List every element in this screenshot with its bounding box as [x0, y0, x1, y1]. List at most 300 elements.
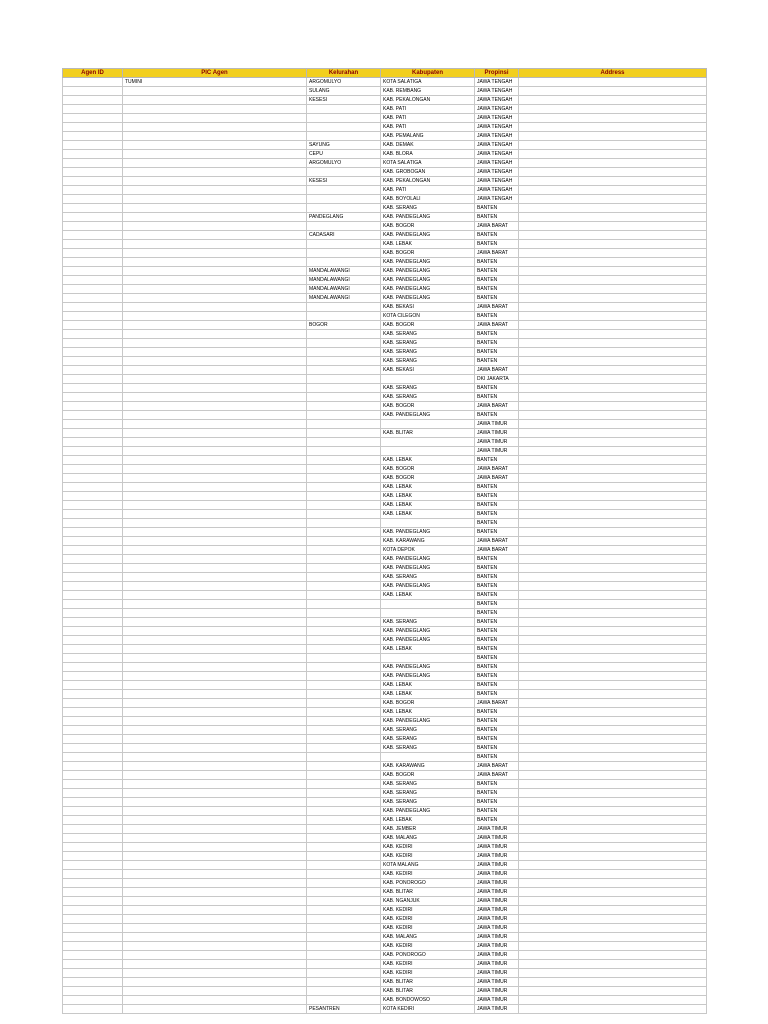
cell-pic-agen [123, 735, 307, 744]
cell-kelurahan: KESESI [307, 177, 381, 186]
cell-kelurahan [307, 186, 381, 195]
cell-agen-id [63, 519, 123, 528]
cell-agen-id [63, 627, 123, 636]
cell-agen-id [63, 483, 123, 492]
cell-propinsi: JAWA TIMUR [475, 933, 519, 942]
cell-kelurahan [307, 987, 381, 996]
cell-agen-id [63, 537, 123, 546]
cell-pic-agen [123, 870, 307, 879]
cell-propinsi: BANTEN [475, 780, 519, 789]
cell-address [519, 726, 707, 735]
cell-propinsi: JAWA TIMUR [475, 960, 519, 969]
cell-kelurahan [307, 555, 381, 564]
cell-kelurahan [307, 123, 381, 132]
cell-agen-id [63, 159, 123, 168]
cell-kelurahan: MANDALAWANGI [307, 285, 381, 294]
cell-propinsi: JAWA TENGAH [475, 177, 519, 186]
cell-propinsi: BANTEN [475, 348, 519, 357]
cell-pic-agen [123, 834, 307, 843]
cell-agen-id [63, 870, 123, 879]
cell-kelurahan [307, 645, 381, 654]
cell-kelurahan [307, 195, 381, 204]
cell-propinsi: JAWA BARAT [475, 762, 519, 771]
table-row [63, 573, 707, 582]
cell-agen-id [63, 465, 123, 474]
cell-agen-id [63, 573, 123, 582]
cell-kelurahan [307, 654, 381, 663]
table-row [63, 213, 707, 222]
cell-kabupaten: KAB. KEDIRI [381, 960, 475, 969]
cell-address [519, 375, 707, 384]
cell-kabupaten: KAB. SERANG [381, 573, 475, 582]
cell-propinsi: JAWA TIMUR [475, 420, 519, 429]
cell-kabupaten: KAB. BOGOR [381, 321, 475, 330]
cell-propinsi: BANTEN [475, 627, 519, 636]
header-address: Address [519, 69, 707, 78]
cell-propinsi: JAWA TIMUR [475, 897, 519, 906]
table-row [63, 582, 707, 591]
cell-agen-id [63, 645, 123, 654]
cell-kelurahan [307, 888, 381, 897]
header-kelurahan: Kelurahan [307, 69, 381, 78]
cell-address [519, 663, 707, 672]
cell-propinsi: JAWA TIMUR [475, 888, 519, 897]
table-row [63, 690, 707, 699]
cell-address [519, 1005, 707, 1014]
cell-kabupaten [381, 600, 475, 609]
cell-kelurahan [307, 339, 381, 348]
cell-propinsi: JAWA TENGAH [475, 132, 519, 141]
table-row [63, 870, 707, 879]
cell-kabupaten: KAB. SERANG [381, 789, 475, 798]
table-row [63, 681, 707, 690]
cell-address [519, 834, 707, 843]
cell-agen-id [63, 969, 123, 978]
cell-kabupaten [381, 447, 475, 456]
cell-address [519, 915, 707, 924]
cell-propinsi: JAWA BARAT [475, 303, 519, 312]
cell-agen-id [63, 933, 123, 942]
table-row [63, 114, 707, 123]
cell-kabupaten: KAB. KARAWANG [381, 762, 475, 771]
cell-pic-agen [123, 555, 307, 564]
cell-kelurahan [307, 726, 381, 735]
cell-kabupaten: KOTA SALATIGA [381, 78, 475, 87]
cell-pic-agen [123, 789, 307, 798]
cell-address [519, 339, 707, 348]
cell-address [519, 348, 707, 357]
cell-agen-id [63, 663, 123, 672]
cell-kabupaten: KAB. BLITAR [381, 888, 475, 897]
cell-propinsi: BANTEN [475, 753, 519, 762]
cell-propinsi: BANTEN [475, 618, 519, 627]
cell-kabupaten: KAB. KEDIRI [381, 843, 475, 852]
cell-pic-agen [123, 411, 307, 420]
cell-agen-id [63, 384, 123, 393]
cell-address [519, 402, 707, 411]
cell-address [519, 519, 707, 528]
cell-kabupaten: KAB. LEBAK [381, 501, 475, 510]
cell-agen-id [63, 717, 123, 726]
cell-agen-id [63, 636, 123, 645]
table-row [63, 933, 707, 942]
cell-propinsi: JAWA BARAT [475, 366, 519, 375]
cell-kelurahan [307, 438, 381, 447]
cell-agen-id [63, 600, 123, 609]
cell-pic-agen [123, 915, 307, 924]
cell-kabupaten: KAB. BOGOR [381, 222, 475, 231]
cell-address [519, 618, 707, 627]
cell-propinsi: BANTEN [475, 501, 519, 510]
cell-kabupaten: KAB. LEBAK [381, 492, 475, 501]
cell-kelurahan [307, 789, 381, 798]
cell-kabupaten: KAB. PANDEGLANG [381, 717, 475, 726]
cell-propinsi: JAWA TIMUR [475, 843, 519, 852]
table-row [63, 132, 707, 141]
cell-propinsi: JAWA TENGAH [475, 195, 519, 204]
table-row [63, 897, 707, 906]
cell-pic-agen [123, 222, 307, 231]
cell-kabupaten [381, 375, 475, 384]
cell-kelurahan [307, 222, 381, 231]
cell-propinsi: BANTEN [475, 582, 519, 591]
cell-agen-id [63, 96, 123, 105]
cell-kelurahan [307, 618, 381, 627]
cell-kabupaten: KAB. SERANG [381, 798, 475, 807]
cell-kabupaten: KAB. PEKALONGAN [381, 96, 475, 105]
table-row [63, 987, 707, 996]
cell-agen-id [63, 825, 123, 834]
cell-pic-agen [123, 96, 307, 105]
cell-pic-agen [123, 249, 307, 258]
cell-address [519, 609, 707, 618]
table-row [63, 852, 707, 861]
cell-propinsi: JAWA BARAT [475, 402, 519, 411]
table-row [63, 726, 707, 735]
cell-agen-id [63, 591, 123, 600]
cell-agen-id [63, 168, 123, 177]
cell-kelurahan: MANDALAWANGI [307, 294, 381, 303]
cell-kabupaten [381, 654, 475, 663]
cell-pic-agen [123, 780, 307, 789]
cell-kabupaten [381, 420, 475, 429]
cell-address [519, 123, 707, 132]
cell-kelurahan [307, 753, 381, 762]
cell-propinsi: JAWA TIMUR [475, 978, 519, 987]
cell-address [519, 393, 707, 402]
cell-kabupaten: KAB. SERANG [381, 204, 475, 213]
table-row [63, 753, 707, 762]
cell-address [519, 87, 707, 96]
cell-kelurahan [307, 681, 381, 690]
cell-kelurahan [307, 564, 381, 573]
cell-pic-agen [123, 402, 307, 411]
cell-kelurahan [307, 762, 381, 771]
cell-kelurahan [307, 393, 381, 402]
cell-pic-agen [123, 447, 307, 456]
table-row [63, 249, 707, 258]
cell-pic-agen [123, 87, 307, 96]
cell-address [519, 294, 707, 303]
table-row [63, 168, 707, 177]
cell-kelurahan [307, 357, 381, 366]
cell-pic-agen [123, 663, 307, 672]
cell-address [519, 816, 707, 825]
cell-pic-agen [123, 195, 307, 204]
cell-agen-id [63, 744, 123, 753]
cell-agen-id [63, 114, 123, 123]
table-row [63, 339, 707, 348]
cell-kelurahan [307, 132, 381, 141]
cell-pic-agen [123, 969, 307, 978]
cell-pic-agen [123, 573, 307, 582]
cell-propinsi: JAWA TENGAH [475, 96, 519, 105]
cell-agen-id [63, 123, 123, 132]
table-row [63, 924, 707, 933]
table-row [63, 771, 707, 780]
cell-address [519, 780, 707, 789]
cell-pic-agen [123, 420, 307, 429]
cell-kelurahan [307, 168, 381, 177]
cell-kabupaten: KAB. LEBAK [381, 510, 475, 519]
cell-address [519, 429, 707, 438]
cell-agen-id [63, 807, 123, 816]
cell-agen-id [63, 960, 123, 969]
cell-address [519, 204, 707, 213]
cell-kabupaten: KAB. KEDIRI [381, 906, 475, 915]
cell-address [519, 717, 707, 726]
cell-pic-agen [123, 942, 307, 951]
cell-pic-agen [123, 492, 307, 501]
cell-pic-agen [123, 186, 307, 195]
cell-pic-agen [123, 897, 307, 906]
cell-propinsi: BANTEN [475, 789, 519, 798]
table-row [63, 429, 707, 438]
cell-address [519, 564, 707, 573]
cell-agen-id [63, 672, 123, 681]
cell-kabupaten: KAB. LEBAK [381, 483, 475, 492]
cell-kabupaten: KAB. BLORA [381, 150, 475, 159]
cell-propinsi: BANTEN [475, 357, 519, 366]
cell-propinsi: JAWA BARAT [475, 465, 519, 474]
cell-pic-agen [123, 276, 307, 285]
cell-propinsi: JAWA BARAT [475, 771, 519, 780]
cell-address [519, 483, 707, 492]
table-row [63, 402, 707, 411]
table-row [63, 420, 707, 429]
cell-kelurahan [307, 114, 381, 123]
cell-kabupaten [381, 609, 475, 618]
cell-address [519, 330, 707, 339]
cell-agen-id [63, 303, 123, 312]
cell-propinsi: JAWA BARAT [475, 474, 519, 483]
cell-kabupaten: KAB. SERANG [381, 384, 475, 393]
cell-address [519, 411, 707, 420]
table-row [63, 951, 707, 960]
cell-kelurahan [307, 510, 381, 519]
cell-agen-id [63, 798, 123, 807]
cell-kelurahan: SAYUNG [307, 141, 381, 150]
cell-pic-agen [123, 609, 307, 618]
cell-address [519, 141, 707, 150]
cell-kabupaten: KAB. LEBAK [381, 708, 475, 717]
cell-address [519, 744, 707, 753]
cell-agen-id [63, 447, 123, 456]
table-row [63, 906, 707, 915]
cell-address [519, 321, 707, 330]
cell-propinsi: JAWA TENGAH [475, 123, 519, 132]
cell-propinsi: BANTEN [475, 564, 519, 573]
cell-kabupaten: KAB. LEBAK [381, 645, 475, 654]
cell-kelurahan [307, 807, 381, 816]
cell-pic-agen [123, 168, 307, 177]
cell-pic-agen [123, 978, 307, 987]
cell-kabupaten: KAB. BLITAR [381, 978, 475, 987]
cell-kabupaten: KAB. PATI [381, 114, 475, 123]
cell-pic-agen [123, 366, 307, 375]
cell-kelurahan [307, 492, 381, 501]
table-row [63, 834, 707, 843]
cell-pic-agen [123, 618, 307, 627]
table-row [63, 141, 707, 150]
cell-agen-id [63, 276, 123, 285]
table-row [63, 996, 707, 1005]
cell-kelurahan [307, 411, 381, 420]
cell-kelurahan [307, 519, 381, 528]
cell-kelurahan [307, 744, 381, 753]
table-row [63, 294, 707, 303]
table-row [63, 330, 707, 339]
cell-kelurahan [307, 861, 381, 870]
cell-agen-id [63, 411, 123, 420]
cell-pic-agen [123, 861, 307, 870]
cell-address [519, 699, 707, 708]
table-row [63, 393, 707, 402]
cell-kelurahan [307, 825, 381, 834]
cell-address [519, 249, 707, 258]
cell-propinsi: JAWA BARAT [475, 222, 519, 231]
table-row [63, 609, 707, 618]
cell-kabupaten: KAB. SERANG [381, 339, 475, 348]
cell-address [519, 789, 707, 798]
cell-propinsi: JAWA TIMUR [475, 942, 519, 951]
cell-kelurahan: CEPU [307, 150, 381, 159]
cell-propinsi: JAWA TIMUR [475, 996, 519, 1005]
cell-kabupaten: KAB. PANDEGLANG [381, 582, 475, 591]
cell-address [519, 798, 707, 807]
cell-pic-agen [123, 528, 307, 537]
cell-agen-id [63, 618, 123, 627]
table-row [63, 123, 707, 132]
cell-agen-id [63, 843, 123, 852]
table-row [63, 105, 707, 114]
cell-address [519, 366, 707, 375]
cell-address [519, 105, 707, 114]
cell-address [519, 231, 707, 240]
cell-propinsi: BANTEN [475, 231, 519, 240]
table-row [63, 942, 707, 951]
cell-kabupaten: KAB. SERANG [381, 348, 475, 357]
cell-pic-agen [123, 330, 307, 339]
cell-address [519, 267, 707, 276]
cell-propinsi: BANTEN [475, 816, 519, 825]
table-row [63, 204, 707, 213]
cell-agen-id [63, 834, 123, 843]
cell-kelurahan [307, 348, 381, 357]
cell-agen-id [63, 339, 123, 348]
cell-pic-agen [123, 240, 307, 249]
cell-agen-id [63, 816, 123, 825]
cell-address [519, 969, 707, 978]
cell-address [519, 951, 707, 960]
cell-address [519, 447, 707, 456]
cell-propinsi: BANTEN [475, 492, 519, 501]
cell-pic-agen [123, 843, 307, 852]
cell-kabupaten: KAB. PANDEGLANG [381, 294, 475, 303]
cell-kabupaten: KAB. PANDEGLANG [381, 267, 475, 276]
cell-kabupaten: KAB. GROBOGAN [381, 168, 475, 177]
cell-kabupaten: KAB. PANDEGLANG [381, 663, 475, 672]
cell-address [519, 960, 707, 969]
cell-propinsi: BANTEN [475, 312, 519, 321]
cell-pic-agen [123, 591, 307, 600]
cell-pic-agen [123, 636, 307, 645]
cell-kabupaten: KAB. BOYOLALI [381, 195, 475, 204]
table-row [63, 699, 707, 708]
table-row [63, 1005, 707, 1014]
cell-kelurahan [307, 420, 381, 429]
cell-agen-id [63, 312, 123, 321]
table-row [63, 708, 707, 717]
cell-propinsi: BANTEN [475, 339, 519, 348]
table-row [63, 474, 707, 483]
cell-agen-id [63, 861, 123, 870]
cell-kabupaten: KAB. DEMAK [381, 141, 475, 150]
cell-kelurahan [307, 897, 381, 906]
cell-propinsi: BANTEN [475, 258, 519, 267]
cell-propinsi: BANTEN [475, 393, 519, 402]
cell-propinsi: JAWA BARAT [475, 699, 519, 708]
cell-propinsi: BANTEN [475, 681, 519, 690]
cell-kabupaten: KAB. PONOROGO [381, 951, 475, 960]
cell-pic-agen [123, 321, 307, 330]
cell-pic-agen [123, 456, 307, 465]
cell-kabupaten: KAB. BOGOR [381, 699, 475, 708]
cell-pic-agen [123, 744, 307, 753]
cell-address [519, 582, 707, 591]
cell-kelurahan [307, 375, 381, 384]
cell-pic-agen [123, 429, 307, 438]
table-row [63, 663, 707, 672]
cell-propinsi: JAWA BARAT [475, 321, 519, 330]
table-row [63, 807, 707, 816]
cell-agen-id [63, 924, 123, 933]
cell-kabupaten: KAB. LEBAK [381, 456, 475, 465]
cell-kelurahan [307, 573, 381, 582]
cell-pic-agen [123, 708, 307, 717]
cell-kelurahan: BOGOR [307, 321, 381, 330]
cell-propinsi: JAWA TIMUR [475, 924, 519, 933]
cell-agen-id [63, 105, 123, 114]
header-propinsi: Propinsi [475, 69, 519, 78]
cell-pic-agen [123, 348, 307, 357]
cell-address [519, 636, 707, 645]
cell-kabupaten: KAB. MALANG [381, 933, 475, 942]
cell-pic-agen [123, 852, 307, 861]
cell-agen-id [63, 420, 123, 429]
cell-propinsi: BANTEN [475, 456, 519, 465]
cell-address [519, 825, 707, 834]
